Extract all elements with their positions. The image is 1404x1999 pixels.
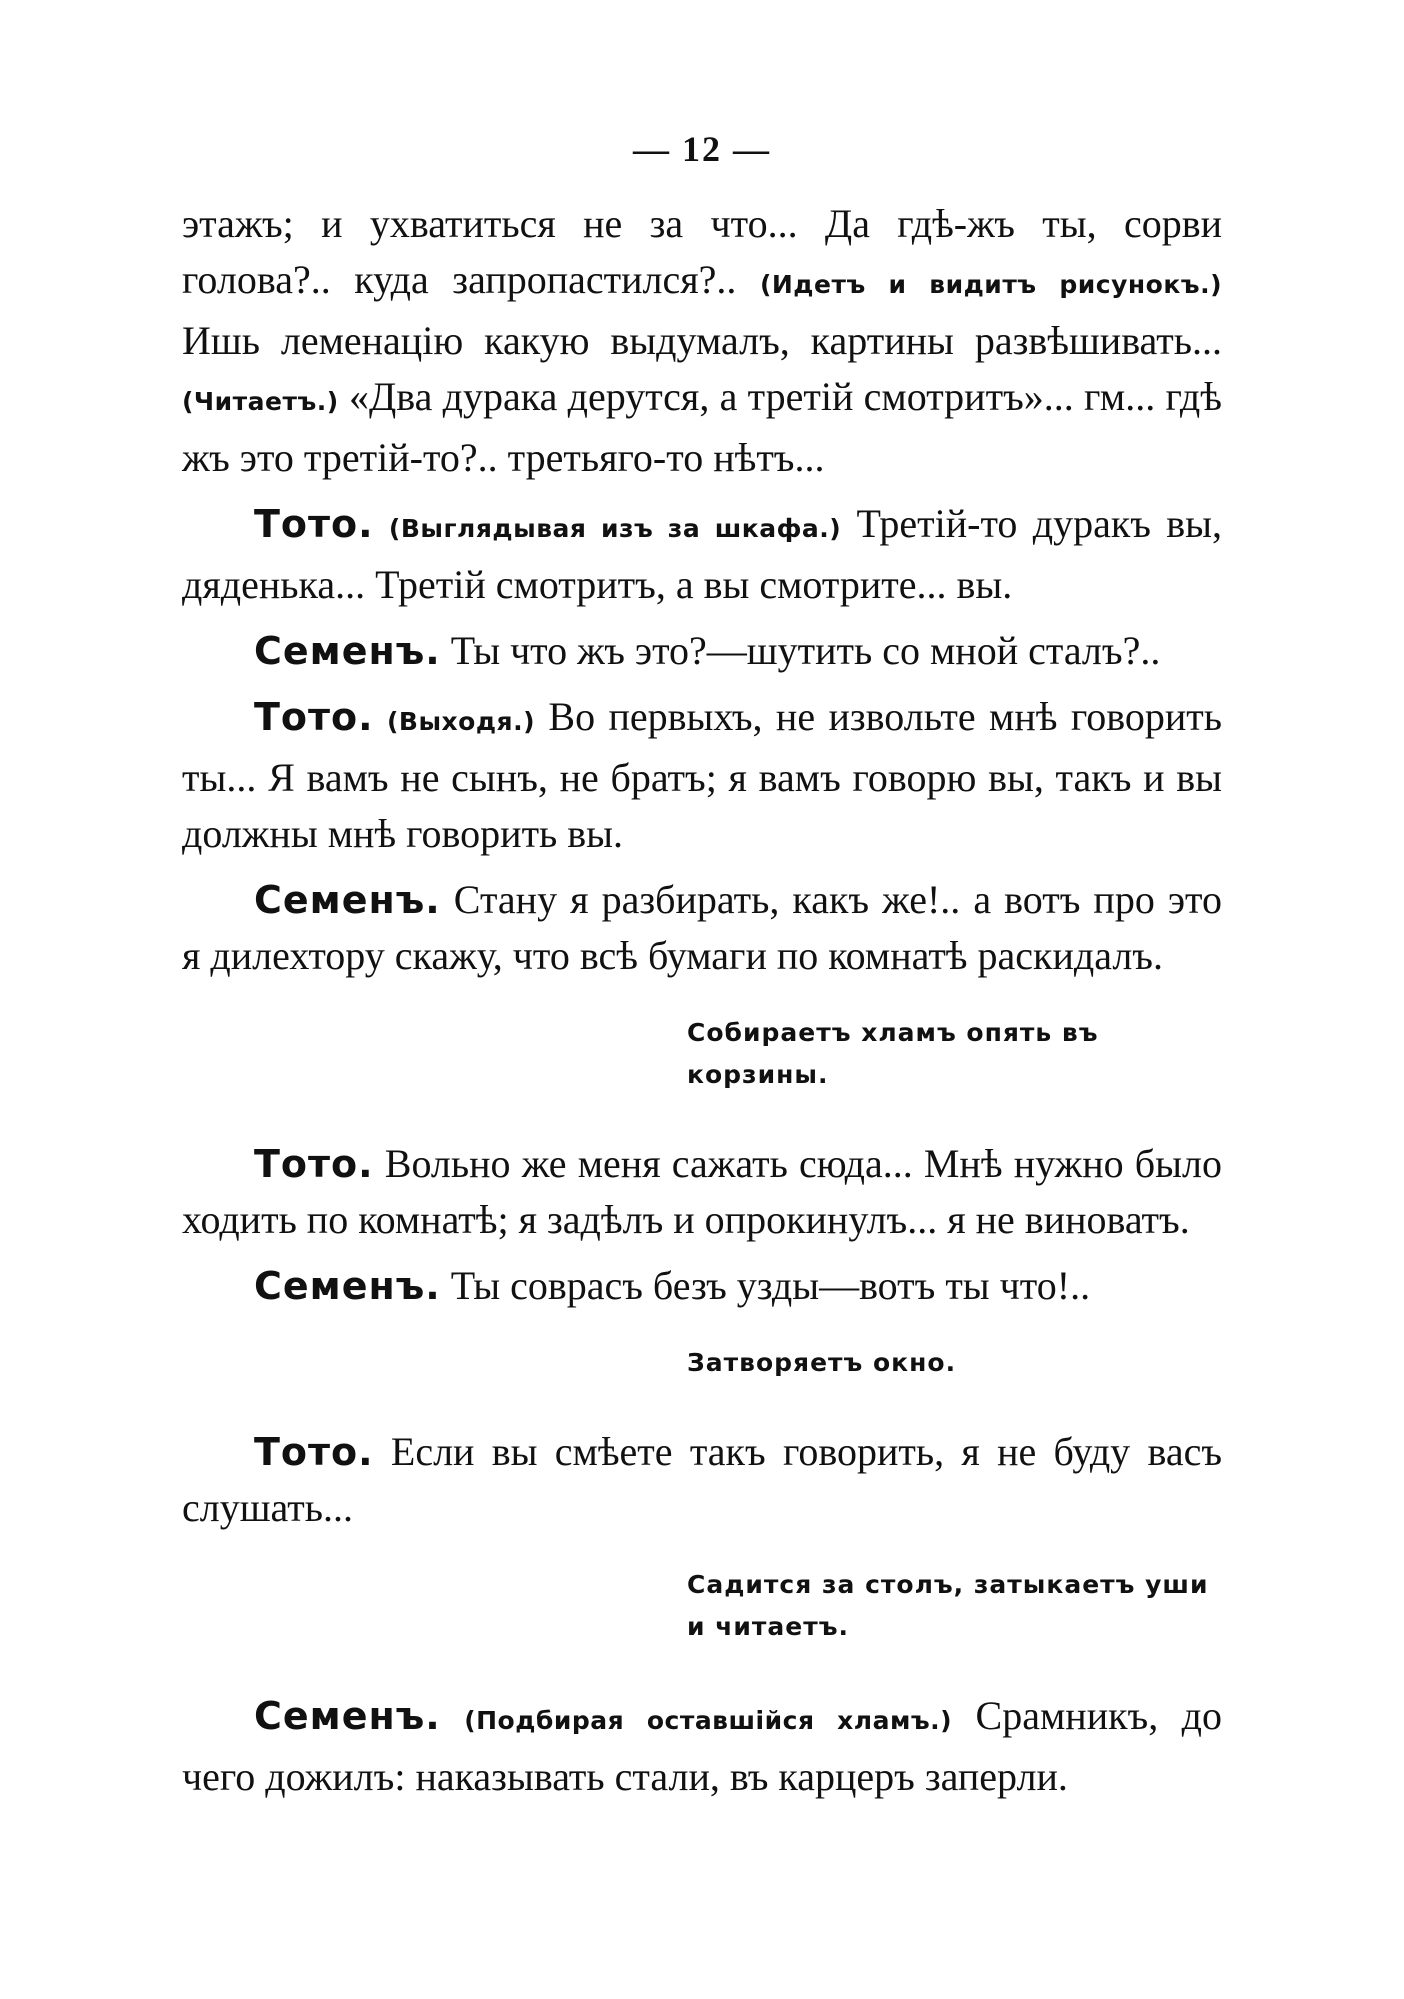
inline-stage-direction: (Выходя.) <box>386 707 536 736</box>
inline-stage-direction: (Идетъ и видитъ рисунокъ.) <box>759 270 1223 299</box>
stage-direction: Затворяетъ окно. <box>687 1348 957 1377</box>
speech-paragraph <box>182 689 1222 862</box>
play-text <box>182 196 1222 1805</box>
speaker-name: Тото. <box>254 1142 374 1186</box>
inline-stage-direction: (Подбирая оставшійся хламъ.) <box>464 1706 953 1735</box>
speaker-name: Семенъ. <box>254 629 441 673</box>
dialogue-text: Стану я разбирать, какъ же!.. а вотъ про это я дилехтору скажу, что всѣ бумаги по комнатѣ раскидалъ. <box>182 877 1222 978</box>
speaker-name: Семенъ. <box>254 1264 441 1308</box>
dialogue-text: Ишь леменацію какую выдумалъ, картины развѣшивать... <box>182 318 1222 363</box>
speech-paragraph <box>182 872 1222 984</box>
dialogue-text: Во первыхъ, не извольте мнѣ говорить ты... Я вамъ не сынъ, не братъ; я вамъ говорю вы, такъ и вы должны мнѣ говорить вы. <box>182 694 1222 856</box>
speech-paragraph <box>182 1258 1222 1314</box>
speech-paragraph <box>182 623 1222 679</box>
inline-stage-direction: (Читаетъ.) <box>182 387 339 416</box>
dialogue-text: Вольно же меня сажать сюда... Мнѣ нужно было ходить по комнатѣ; я задѣлъ и опрокинулъ... я не виноватъ. <box>182 1141 1222 1242</box>
speaker-name: Тото. <box>254 1430 374 1474</box>
dialogue-text: Если вы смѣете такъ говорить, я не буду васъ слушать... <box>182 1429 1223 1530</box>
stage-direction: Собираетъ хламъ опять въ корзины. <box>687 1018 1099 1089</box>
page-number: — 12 — <box>633 129 771 169</box>
dialogue-text: Третій-то дуракъ вы, дяденька... Третій смотритъ, а вы смотрите... вы. <box>182 501 1223 607</box>
dialogue-text: Ты соврасъ безъ узды—вотъ ты что!.. <box>450 1263 1091 1308</box>
dialogue-text: Ты что жъ это?—шутить со мной сталъ?.. <box>450 628 1161 673</box>
stage-direction: Садится за столъ, затыкаетъ уши и читаетъ. <box>687 1570 1209 1641</box>
speaker-name: Тото. <box>254 502 374 546</box>
continuation-paragraph <box>182 196 1222 486</box>
dialogue-text: этажъ; и ухватиться не за что... Да гдѣ-жъ ты, сорви голова?.. куда запропастился?.. <box>182 201 1222 302</box>
dialogue-text: Срамникъ, до чего дожилъ: наказывать стали, въ карцеръ заперли. <box>182 1693 1223 1799</box>
dialogue-text: «Два дурака дерутся, а третій смотритъ»... гм... гдѣ жъ это третій-то?.. третьяго-то нѣтъ... <box>182 374 1222 480</box>
inline-stage-direction: (Выглядывая изъ за шкафа.) <box>388 514 842 543</box>
speaker-name: Семенъ. <box>254 878 441 922</box>
speech-paragraph <box>182 1688 1222 1805</box>
speech-paragraph <box>182 496 1222 613</box>
speaker-name: Тото. <box>254 695 374 739</box>
speaker-name: Семенъ. <box>254 1694 441 1738</box>
speech-paragraph <box>182 1424 1222 1536</box>
speech-paragraph <box>182 1136 1222 1248</box>
